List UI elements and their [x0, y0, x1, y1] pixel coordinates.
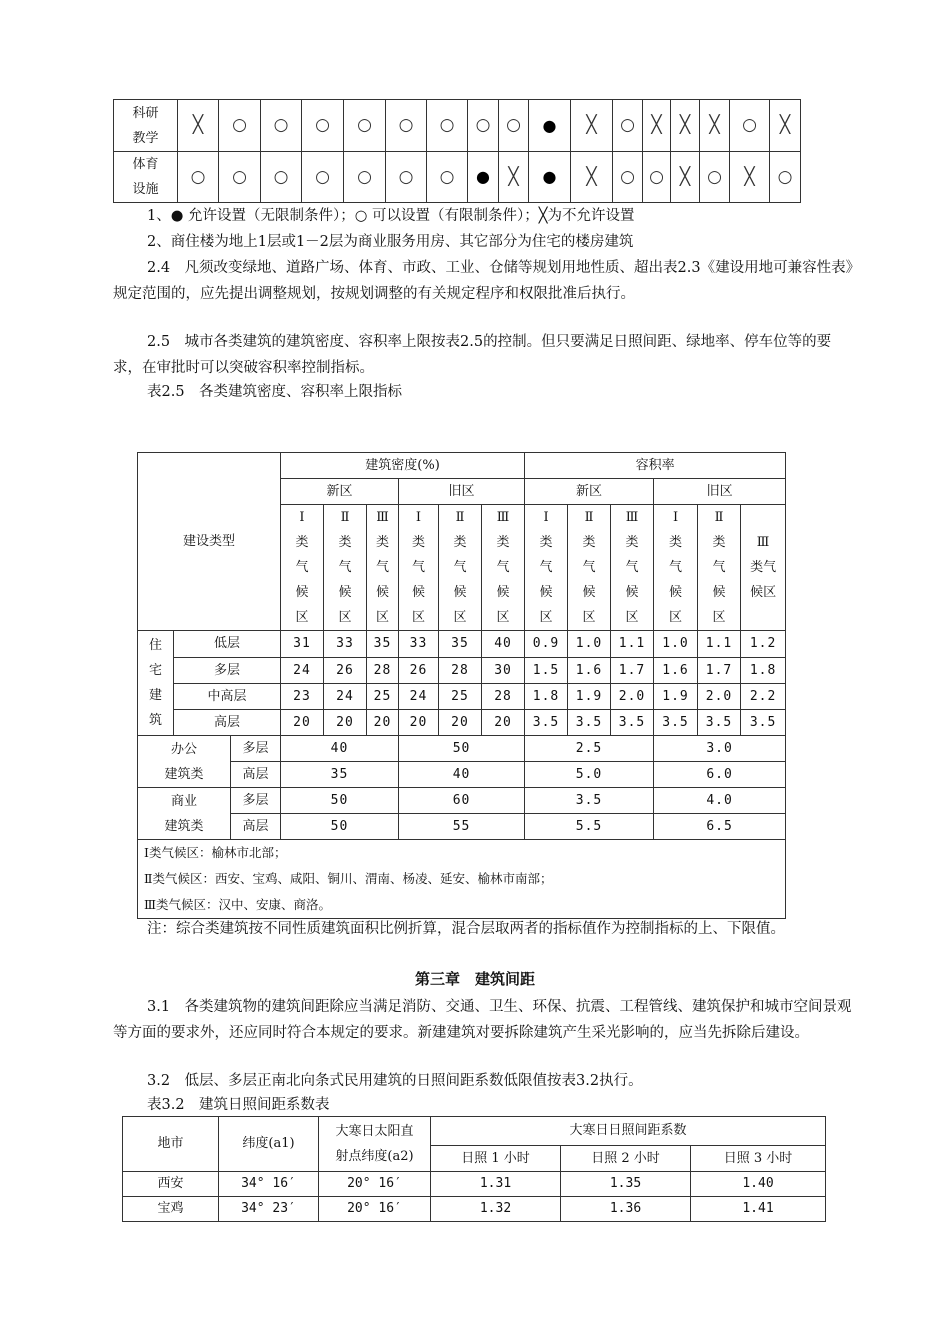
cross-icon: ╳: [571, 100, 613, 152]
header-density-new: 新区: [281, 479, 399, 505]
header-density-old: 旧区: [399, 479, 525, 505]
paragraph-2-4: 2.4 凡须改变绿地、道路广场、体育、市政、工业、仓储等规划用地性质、超出表2.3《建设用地可兼容性表》规定范围的，应先提出调整规划，按规划调整的有关规定程序和权限批准后执行。: [113, 260, 853, 302]
table-row: 住 宅 建 筑 低层 31 33 35 33 35 40 0.9 1.0 1.1 1.0 1.1 1.2: [138, 631, 786, 658]
filled-dot-icon: ●: [529, 152, 571, 203]
group-label-commercial: 商业 建筑类: [138, 788, 231, 840]
header-coefficient-group: 大寒日日照间距系数: [431, 1117, 826, 1146]
table-row: 多层 24 26 28 26 28 30 1.5 1.6 1.7 1.6 1.7 1.8: [138, 658, 786, 684]
circle-icon: ○: [178, 152, 219, 203]
header-sun-latitude: 大寒日太阳直 射点纬度(a2): [319, 1117, 431, 1172]
table-row-research: [114, 100, 801, 152]
circle-icon: ○: [302, 100, 344, 152]
zone-header: Ⅰ 类 气 候 区: [281, 505, 324, 631]
circle-icon: ○: [613, 100, 643, 152]
table-row: 高层 20 20 20 20 20 20 3.5 3.5 3.5 3.5 3.5 3.5: [138, 710, 786, 736]
zone-header: Ⅰ 类 气 候 区: [654, 505, 698, 631]
table-row: 中高层 23 24 25 24 25 28 1.8 1.9 2.0 1.9 2.0 2.2: [138, 684, 786, 710]
circle-icon: ○: [302, 152, 344, 203]
circle-icon: ○: [261, 152, 302, 203]
circle-icon: ○: [219, 100, 261, 152]
group-label-residential: 住 宅 建 筑: [138, 631, 174, 736]
density-far-table: [137, 452, 786, 919]
table-row-sports: [114, 152, 801, 203]
cross-icon: ╳: [671, 100, 700, 152]
table-2-5-caption: 表2.5 各类建筑密度、容积率上限指标: [147, 384, 403, 400]
circle-icon: ○: [700, 152, 730, 203]
circle-icon: ○: [730, 100, 770, 152]
zone-header: Ⅲ 类气 候区: [741, 505, 786, 631]
circle-icon: ○: [219, 152, 261, 203]
cross-icon: ╳: [178, 100, 219, 152]
cross-icon: ╳: [671, 152, 700, 203]
circle-icon: ○: [261, 100, 302, 152]
header-coef-1h: 日照 1 小时: [431, 1146, 561, 1172]
row-label: 体育 设施: [114, 152, 178, 203]
circle-icon: ○: [770, 152, 801, 203]
legend-note: 1、● 允许设置（无限制条件）；○ 可以设置（有限制条件）；╳为不允许设置: [147, 208, 635, 224]
table-row: 商业 建筑类 多层 50 60 3.5 4.0: [138, 788, 786, 814]
header-city: 地市: [123, 1117, 219, 1172]
circle-icon: ○: [613, 152, 643, 203]
table-row: 西安 34° 16′ 20° 16′ 1.31 1.35 1.40: [123, 1172, 826, 1197]
paragraph-3-2: 3.2 低层、多层正南北向条式民用建筑的日照间距系数低限值按表3.2执行。: [147, 1073, 643, 1089]
cross-icon: ╳: [643, 100, 671, 152]
circle-icon: ○: [499, 100, 529, 152]
filled-dot-icon: ●: [529, 100, 571, 152]
table-3-2-caption: 表3.2 建筑日照间距系数表: [147, 1097, 330, 1113]
land-use-compatibility-table: [113, 99, 801, 203]
table-row: 高层 35 40 5.0 6.0: [138, 762, 786, 788]
header-coef-3h: 日照 3 小时: [691, 1146, 826, 1172]
circle-icon: ○: [643, 152, 671, 203]
paragraph-3-1: 3.1 各类建筑物的建筑间距除应当满足消防、交通、卫生、环保、抗震、工程管线、建筑保护和城市空间景观等方面的要求外，还应同时符合本规定的要求。新建建筑对要拆除建筑产生采光影响的，应当先拆除后建设。: [113, 999, 852, 1041]
header-latitude: 纬度(a1): [219, 1117, 319, 1172]
paragraph-2-5: 2.5 城市各类建筑的建筑密度、容积率上限按表2.5的控制。但只要满足日照间距、绿地率、停车位等的要求，在审批时可以突破容积率控制指标。: [113, 334, 832, 376]
circle-icon: ○: [468, 100, 499, 152]
table-2-5-note: 注：综合类建筑按不同性质建筑面积比例折算，混合层取两者的指标值作为控制指标的上、下限值。: [147, 921, 785, 937]
zone-header: Ⅲ 类 气 候 区: [367, 505, 399, 631]
cross-icon: ╳: [770, 100, 801, 152]
row-label: 科研 教学: [114, 100, 178, 152]
chapter-3-title: 第三章 建筑间距: [414, 970, 535, 988]
zone-header: Ⅰ 类 气 候 区: [525, 505, 568, 631]
header-density: 建筑密度(%): [281, 453, 525, 479]
zone-header: Ⅰ 类 气 候 区: [399, 505, 439, 631]
zone-header: Ⅲ 类 气 候 区: [482, 505, 525, 631]
zone-header: Ⅱ 类 气 候 区: [324, 505, 367, 631]
circle-icon: ○: [386, 152, 427, 203]
group-label-office: 办公 建筑类: [138, 736, 231, 788]
cross-icon: ╳: [571, 152, 613, 203]
cross-icon: ╳: [700, 100, 730, 152]
circle-icon: ○: [427, 152, 468, 203]
circle-icon: ○: [427, 100, 468, 152]
table-row: 高层 50 55 5.5 6.5: [138, 814, 786, 840]
filled-dot-icon: ●: [468, 152, 499, 203]
sunlight-spacing-table: [122, 1116, 826, 1222]
note-mixed-use: 2、商住楼为地上1层或1－2层为商业服务用房、其它部分为住宅的楼房建筑: [147, 234, 634, 250]
zone-header: Ⅲ 类 气 候 区: [611, 505, 654, 631]
climate-zone-notes: Ⅰ类气候区：榆林市北部； Ⅱ类气候区：西安、宝鸡、咸阳、铜川、渭南、杨凌、延安、榆林市南部； Ⅲ类气候区：汉中、安康、商洛。: [138, 840, 786, 919]
header-far-new: 新区: [525, 479, 654, 505]
cross-icon: ╳: [499, 152, 529, 203]
header-build-type: 建设类型: [138, 453, 281, 631]
table-row: 办公 建筑类 多层 40 50 2.5 3.0: [138, 736, 786, 762]
zone-header: Ⅱ 类 气 候 区: [568, 505, 611, 631]
zone-header: Ⅱ 类 气 候 区: [439, 505, 482, 631]
circle-icon: ○: [344, 100, 386, 152]
circle-icon: ○: [344, 152, 386, 203]
circle-icon: ○: [386, 100, 427, 152]
cross-icon: ╳: [730, 152, 770, 203]
table-row: 宝鸡 34° 23′ 20° 16′ 1.32 1.36 1.41: [123, 1197, 826, 1222]
header-coef-2h: 日照 2 小时: [561, 1146, 691, 1172]
header-far-old: 旧区: [654, 479, 786, 505]
zone-header: Ⅱ 类 气 候 区: [698, 505, 741, 631]
header-far: 容积率: [525, 453, 786, 479]
